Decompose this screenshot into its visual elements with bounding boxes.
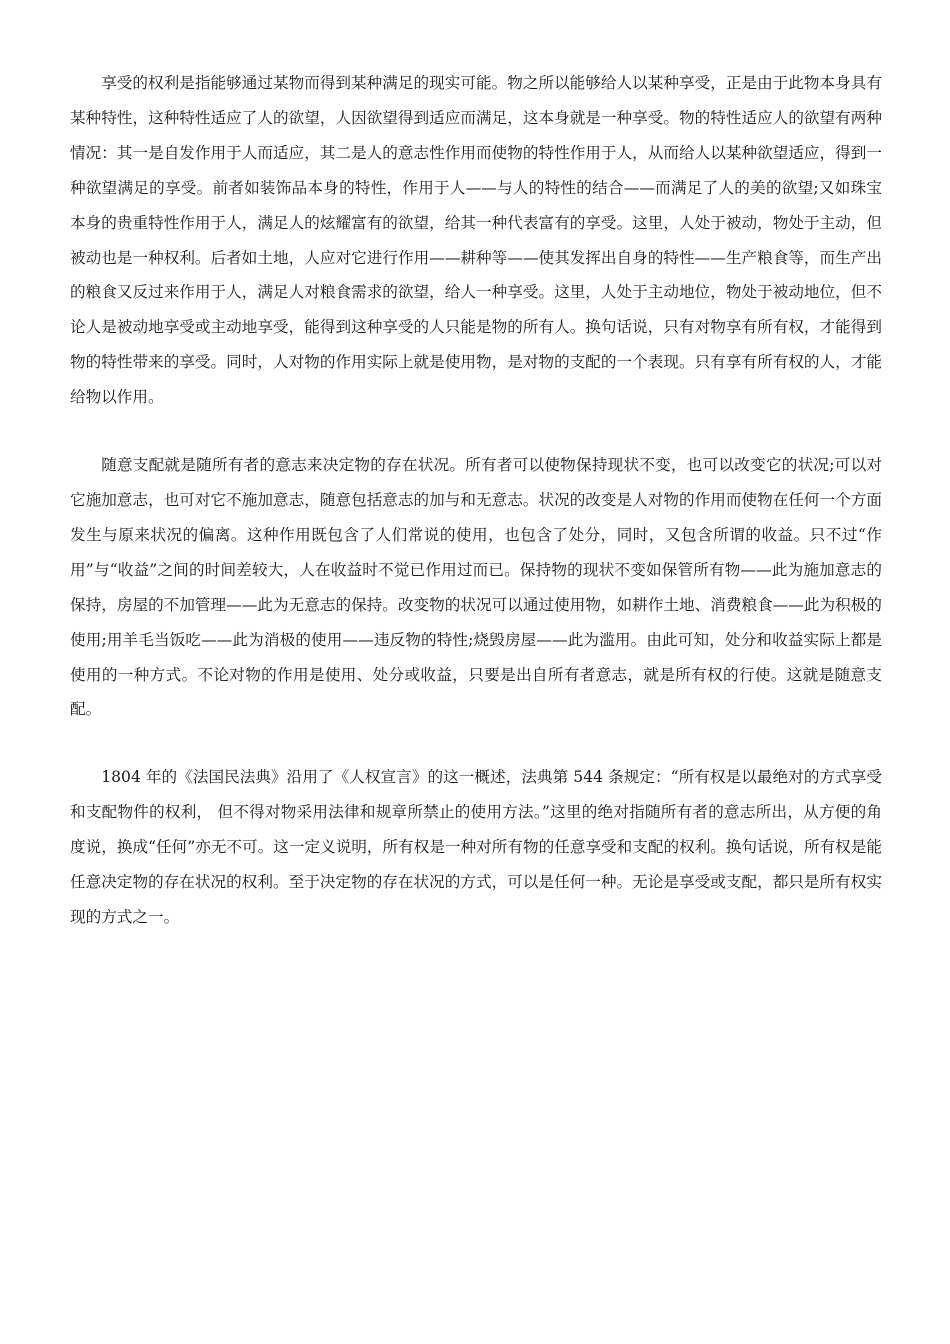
paragraph-enjoyment-right: 享受的权利是指能够通过某物而得到某种满足的现实可能。物之所以能够给人以某种享受，正是由于此物本身具有某种特性，这种特性适应了人的欲望，人因欲望得到适应而满足，这本身就是一种享受。物的特性适应人的欲望有两种情况：其一是自发作用于人而适应，其二是人的意志性作用而使物的特性作用于人，从而给人以某种欲望适应，得到一种欲望满足的享受。前者如装饰品本身的特性，作用于人——与人的特性的结合——而满足了人的美的欲望;又如珠宝本身的贵重特性作用于人，满足人的炫耀富有的欲望，给其一种代表富有的享受。这里，人处于被动，物处于主动，但被动也是一种权利。后者如土地，人应对它进行作用——耕种等——使其发挥出自身的特性——生产粮食等，而生产出的粮食又反过来作用于人，满足人对粮食需求的欲望，给人一种享受。这里，人处于主动地位，物处于被动地位，但不论人是被动地享受或主动地享受，能得到这种享受的人只能是物的所有人。换句话说，只有对物享有所有权，才能得到物的特性带来的享受。同时，人对物的作用实际上就是使用物，是对物的支配的一个表现。只有享有所有权的人，才能给物以作用。 xyxy=(70,74,882,407)
document-page xyxy=(70,66,882,935)
paragraph-free-disposal: 随意支配就是随所有者的意志来决定物的存在状况。所有者可以使物保持现状不变，也可以改变它的状况;可以对它施加意志，也可对它不施加意志，随意包括意志的加与和无意志。状况的改变是人对物的作用而使物在任何一个方面发生与原来状况的偏离。这种作用既包含了人们常说的使用，也包含了处分，同时，又包含所谓的收益。只不过“作用”与“收益”之间的时间差较大，人在收益时不觉已作用过而已。保持物的现状不变如保管所有物——此为施加意志的保持，房屋的不加管理——此为无意志的保持。改变物的状况可以通过使用物，如耕作土地、消费粮食——此为积极的使用;用羊毛当饭吃——此为消极的使用——违反物的特性;烧毁房屋——此为滥用。由此可知，处分和收益实际上都是使用的一种方式。不论对物的作用是使用、处分或收益，只要是出自所有者意志，就是所有权的行使。这就是随意支配。 xyxy=(70,456,882,719)
paragraph-french-civil-code: 1804 年的《法国民法典》沿用了《人权宣言》的这一概述，法典第 544 条规定：“所有权是以最绝对的方式享受和支配物件的权利， 但不得对物采用法律和规章所禁止的使用方法。”这里的绝对指随所有者的意志所出，从方便的角度说，换成“任何”亦无不可。这一定义说明，所有权是一种对所有物的任意享受和支配的权利。换句话说，所有权是能任意决定物的存在状况的权利。至于决定物的存在状况的方式，可以是任何一种。无论是享受或支配，都只是所有权实现的方式之一。 xyxy=(70,768,882,926)
